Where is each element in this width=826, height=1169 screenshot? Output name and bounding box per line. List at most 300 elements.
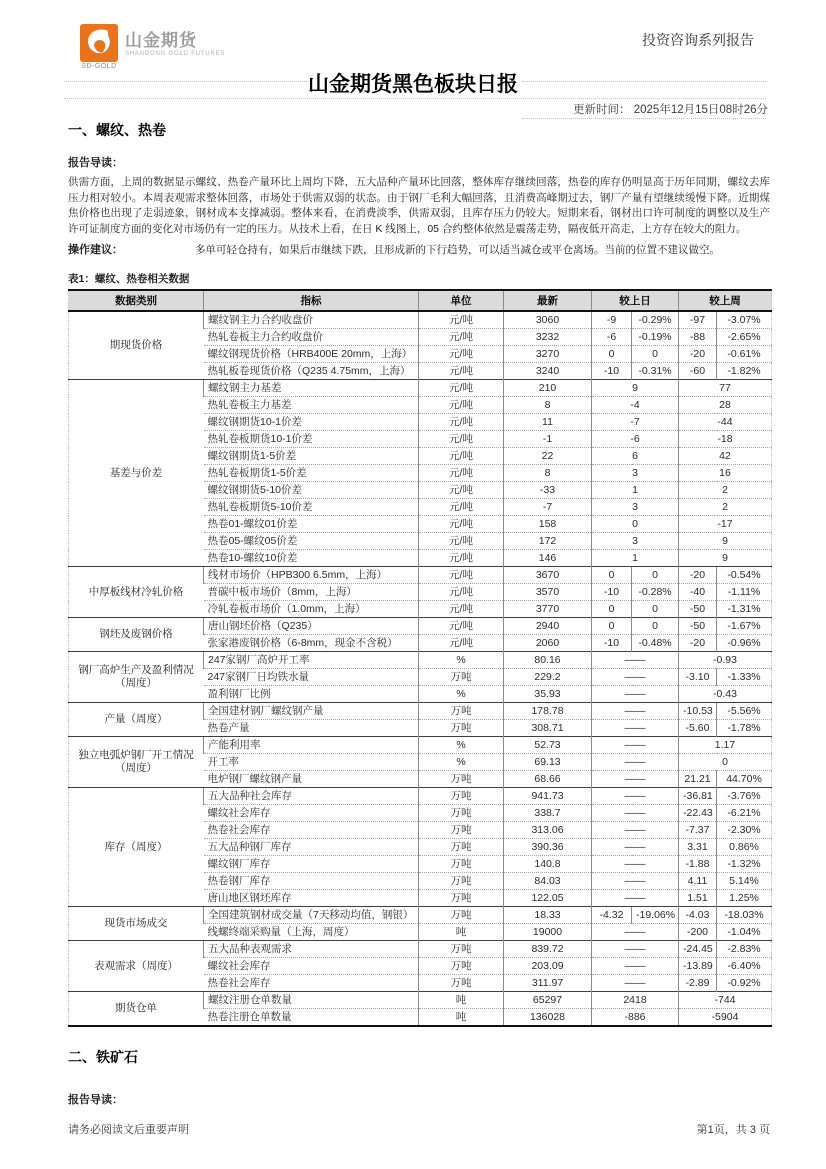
week-change-percent: -6.21% bbox=[717, 805, 772, 822]
latest-value-cell: 65297 bbox=[504, 992, 592, 1009]
week-change-value: -17 bbox=[679, 516, 772, 533]
indicator-cell: 247家钢厂日均铁水量 bbox=[204, 669, 419, 686]
indicator-cell: 螺纹注册仓单数量 bbox=[204, 992, 419, 1009]
unit-cell: 元/吨 bbox=[419, 448, 504, 465]
week-change-value: -22.43 bbox=[679, 805, 717, 822]
latest-value-cell: 136028 bbox=[504, 1009, 592, 1027]
week-change-percent: -1.67% bbox=[717, 618, 772, 635]
day-change-value: -6 bbox=[592, 329, 632, 346]
latest-value-cell: 313.06 bbox=[504, 822, 592, 839]
day-change-na: —— bbox=[592, 720, 679, 737]
col-header-latest: 最新 bbox=[504, 290, 592, 311]
latest-value-cell: 839.72 bbox=[504, 941, 592, 958]
table-row bbox=[69, 703, 772, 720]
indicator-cell: 247家钢厂高炉开工率 bbox=[204, 652, 419, 669]
category-cell: 表观需求（周度） bbox=[69, 941, 204, 992]
day-change-value: -10 bbox=[592, 363, 632, 380]
week-change-value: -40 bbox=[679, 584, 717, 601]
indicator-cell: 热轧卷板主力合约收盘价 bbox=[204, 329, 419, 346]
section-heading-iron-ore: 二、铁矿石 bbox=[68, 1049, 138, 1066]
col-header-day-change: 较上日 bbox=[592, 290, 679, 311]
unit-cell: % bbox=[419, 686, 504, 703]
week-change-value: -5904 bbox=[679, 1009, 772, 1027]
day-change-value: 1 bbox=[592, 550, 679, 567]
week-change-percent: -0.61% bbox=[717, 346, 772, 363]
col-header-unit: 单位 bbox=[419, 290, 504, 311]
latest-value-cell: 3232 bbox=[504, 329, 592, 346]
week-change-value: 1.51 bbox=[679, 890, 717, 907]
col-header-category: 数据类别 bbox=[69, 290, 204, 311]
revision-dotted-line bbox=[64, 98, 766, 99]
day-change-value: 3 bbox=[592, 499, 679, 516]
latest-value-cell: 2940 bbox=[504, 618, 592, 635]
week-change-value: -44 bbox=[679, 414, 772, 431]
table-caption: 表1：螺纹、热卷相关数据 bbox=[68, 273, 190, 286]
week-change-value: -24.45 bbox=[679, 941, 717, 958]
day-change-na: —— bbox=[592, 958, 679, 975]
unit-cell: 元/吨 bbox=[419, 584, 504, 601]
category-cell: 钢厂高炉生产及盈利情况（周度） bbox=[69, 652, 204, 703]
day-change-na: —— bbox=[592, 839, 679, 856]
indicator-cell: 螺纹社会库存 bbox=[204, 958, 419, 975]
day-change-value: -6 bbox=[592, 431, 679, 448]
unit-cell: 万吨 bbox=[419, 907, 504, 924]
latest-value-cell: 3570 bbox=[504, 584, 592, 601]
day-change-na: —— bbox=[592, 703, 679, 720]
week-change-percent: -1.11% bbox=[717, 584, 772, 601]
day-change-percent: 0 bbox=[632, 618, 679, 635]
unit-cell: 万吨 bbox=[419, 788, 504, 805]
unit-cell: 万吨 bbox=[419, 873, 504, 890]
unit-cell: 元/吨 bbox=[419, 533, 504, 550]
logo-company-name-en: SHANDONG GOLD FUTURES bbox=[125, 51, 226, 57]
unit-cell: % bbox=[419, 754, 504, 771]
latest-value-cell: -1 bbox=[504, 431, 592, 448]
week-change-value: -50 bbox=[679, 601, 717, 618]
week-change-value: 42 bbox=[679, 448, 772, 465]
indicator-cell: 线螺终端采购量（上海，周度） bbox=[204, 924, 419, 941]
latest-value-cell: 140.8 bbox=[504, 856, 592, 873]
latest-value-cell: 172 bbox=[504, 533, 592, 550]
day-change-na: —— bbox=[592, 669, 679, 686]
latest-value-cell: 22 bbox=[504, 448, 592, 465]
week-change-value: -0.43 bbox=[679, 686, 772, 703]
latest-value-cell: 69.13 bbox=[504, 754, 592, 771]
latest-value-cell: 146 bbox=[504, 550, 592, 567]
latest-value-cell: 19000 bbox=[504, 924, 592, 941]
week-change-percent: 44.70% bbox=[717, 771, 772, 788]
unit-cell: 元/吨 bbox=[419, 499, 504, 516]
day-change-value: -4.32 bbox=[592, 907, 632, 924]
week-change-value: -20 bbox=[679, 346, 717, 363]
unit-cell: 元/吨 bbox=[419, 380, 504, 397]
footer-disclaimer: 请务必阅读文后重要声明 bbox=[68, 1124, 189, 1136]
week-change-percent: -3.07% bbox=[717, 311, 772, 329]
logo-company-name: 山金期货 bbox=[125, 31, 197, 50]
indicator-cell: 热轧板卷现货价格（Q235 4.75mm，上海） bbox=[204, 363, 419, 380]
indicator-cell: 螺纹钢期货10-1价差 bbox=[204, 414, 419, 431]
unit-cell: 元/吨 bbox=[419, 482, 504, 499]
latest-value-cell: 311.97 bbox=[504, 975, 592, 992]
guide-text: 供需方面，上周的数据显示螺纹、热卷产量环比上周均下降，五大品种产量环比回落，整体库存继续回落，热卷的库存仍明显高于历年同期，螺纹去库压力相对较小。本周表观需求整体回落，市场处于供需双弱的状态。由于钢厂毛利大幅回落，且消费高峰期过去，钢厂产量有望继续缓慢下降。近期煤焦价格也出现了走弱迹象，钢材成本支撑减弱。整体来看，在消费淡季，供需双弱，且库存压力仍较大。短期来看，钢材出口许可制度的调整以及生产许可证制度方面的变化对市场仍有一定的压力。从技术上看，在日 K 线图上，05 合约整体依然是震荡走势，隔夜低开高走，上方存在较大的阻力。 bbox=[68, 176, 770, 235]
page-number: 第1页，共 3 页 bbox=[696, 1124, 770, 1136]
week-change-percent: -1.33% bbox=[717, 669, 772, 686]
week-change-value: -13.89 bbox=[679, 958, 717, 975]
day-change-value: -10 bbox=[592, 635, 632, 652]
week-change-percent: -2.30% bbox=[717, 822, 772, 839]
logo-badge: SD-GOLD bbox=[81, 63, 117, 70]
advice-text: 多单可轻仓持有，如果后市继续下跌，且形成新的下行趋势，可以适当减仓或平仓离场。当前的位置不建议做空。 bbox=[195, 244, 720, 257]
brand-logo bbox=[80, 24, 225, 70]
week-change-value: -3.10 bbox=[679, 669, 717, 686]
rebar-hrc-data-table bbox=[68, 289, 772, 1027]
day-change-na: —— bbox=[592, 856, 679, 873]
latest-value-cell: 3060 bbox=[504, 311, 592, 329]
day-change-value: 6 bbox=[592, 448, 679, 465]
unit-cell: 元/吨 bbox=[419, 414, 504, 431]
indicator-cell: 唐山地区钢坯库存 bbox=[204, 890, 419, 907]
week-change-percent: -1.82% bbox=[717, 363, 772, 380]
category-cell: 基差与价差 bbox=[69, 380, 204, 567]
update-time-value: 2025年12月15日08时26分 bbox=[633, 104, 768, 116]
latest-value-cell: 3240 bbox=[504, 363, 592, 380]
category-cell: 钢坯及废钢价格 bbox=[69, 618, 204, 652]
day-change-percent: -19.06% bbox=[632, 907, 679, 924]
latest-value-cell: 8 bbox=[504, 397, 592, 414]
col-header-week-change: 较上周 bbox=[679, 290, 772, 311]
day-change-percent: 0 bbox=[632, 601, 679, 618]
indicator-cell: 螺纹钢现货价格（HRB400E 20mm，上海） bbox=[204, 346, 419, 363]
week-change-percent: 0.86% bbox=[717, 839, 772, 856]
indicator-cell: 热卷01-螺纹01价差 bbox=[204, 516, 419, 533]
indicator-cell: 产能利用率 bbox=[204, 737, 419, 754]
day-change-value: -886 bbox=[592, 1009, 679, 1027]
logo-text bbox=[125, 24, 225, 57]
day-change-value: 2418 bbox=[592, 992, 679, 1009]
indicator-cell: 热卷产量 bbox=[204, 720, 419, 737]
week-change-percent: -1.31% bbox=[717, 601, 772, 618]
day-change-value: 9 bbox=[592, 380, 679, 397]
latest-value-cell: 122.05 bbox=[504, 890, 592, 907]
unit-cell: 万吨 bbox=[419, 839, 504, 856]
day-change-na: —— bbox=[592, 652, 679, 669]
indicator-cell: 五大品种社会库存 bbox=[204, 788, 419, 805]
week-change-percent: -5.56% bbox=[717, 703, 772, 720]
unit-cell: 元/吨 bbox=[419, 346, 504, 363]
week-change-percent: 5.14% bbox=[717, 873, 772, 890]
unit-cell: 万吨 bbox=[419, 890, 504, 907]
unit-cell: 元/吨 bbox=[419, 516, 504, 533]
week-change-percent: -0.92% bbox=[717, 975, 772, 992]
week-change-value: -1.88 bbox=[679, 856, 717, 873]
week-change-value: -60 bbox=[679, 363, 717, 380]
week-change-value: 1.17 bbox=[679, 737, 772, 754]
day-change-na: —— bbox=[592, 788, 679, 805]
indicator-cell: 唐山钢坯价格（Q235） bbox=[204, 618, 419, 635]
week-change-value: -200 bbox=[679, 924, 717, 941]
day-change-value: -10 bbox=[592, 584, 632, 601]
table-row bbox=[69, 567, 772, 584]
unit-cell: 元/吨 bbox=[419, 397, 504, 414]
week-change-value: 9 bbox=[679, 550, 772, 567]
latest-value-cell: 338.7 bbox=[504, 805, 592, 822]
latest-value-cell: 178.78 bbox=[504, 703, 592, 720]
day-change-na: —— bbox=[592, 873, 679, 890]
table-row bbox=[69, 618, 772, 635]
week-change-percent: -0.54% bbox=[717, 567, 772, 584]
latest-value-cell: 3270 bbox=[504, 346, 592, 363]
indicator-cell: 热轧卷板期货1-5价差 bbox=[204, 465, 419, 482]
day-change-na: —— bbox=[592, 771, 679, 788]
unit-cell: 元/吨 bbox=[419, 635, 504, 652]
page-title: 山金期货黑色板块日报 bbox=[308, 73, 518, 96]
report-content bbox=[68, 120, 770, 1112]
indicator-cell: 电炉钢厂螺纹钢产量 bbox=[204, 771, 419, 788]
day-change-value: 3 bbox=[592, 465, 679, 482]
table-row bbox=[69, 992, 772, 1009]
indicator-cell: 热卷钢厂库存 bbox=[204, 873, 419, 890]
category-cell: 库存（周度） bbox=[69, 788, 204, 907]
week-change-value: -18 bbox=[679, 431, 772, 448]
week-change-value: -744 bbox=[679, 992, 772, 1009]
day-change-value: 0 bbox=[592, 346, 632, 363]
week-change-percent: -18.03% bbox=[717, 907, 772, 924]
day-change-na: —— bbox=[592, 805, 679, 822]
week-change-value: -10.53 bbox=[679, 703, 717, 720]
day-change-value: -4 bbox=[592, 397, 679, 414]
indicator-cell: 热轧卷板期货5-10价差 bbox=[204, 499, 419, 516]
unit-cell: 万吨 bbox=[419, 975, 504, 992]
week-change-percent: 1.25% bbox=[717, 890, 772, 907]
latest-value-cell: 68.66 bbox=[504, 771, 592, 788]
unit-cell: 元/吨 bbox=[419, 329, 504, 346]
day-change-na: —— bbox=[592, 924, 679, 941]
logo-mark bbox=[80, 24, 118, 70]
unit-cell: 元/吨 bbox=[419, 550, 504, 567]
guide-label: 报告导读： bbox=[68, 157, 123, 169]
day-change-percent: -0.31% bbox=[632, 363, 679, 380]
category-cell: 期现货价格 bbox=[69, 311, 204, 380]
week-change-value: 3.31 bbox=[679, 839, 717, 856]
update-time-label: 更新时间： bbox=[573, 104, 631, 116]
unit-cell: 元/吨 bbox=[419, 567, 504, 584]
week-change-value: 2 bbox=[679, 499, 772, 516]
indicator-cell: 螺纹钢厂库存 bbox=[204, 856, 419, 873]
advice-label: 操作建议： bbox=[68, 244, 123, 257]
week-change-value: 16 bbox=[679, 465, 772, 482]
latest-value-cell: 18.33 bbox=[504, 907, 592, 924]
week-change-value: 4.11 bbox=[679, 873, 717, 890]
category-cell: 期货仓单 bbox=[69, 992, 204, 1027]
unit-cell: % bbox=[419, 737, 504, 754]
day-change-value: -9 bbox=[592, 311, 632, 329]
latest-value-cell: 210 bbox=[504, 380, 592, 397]
unit-cell: 元/吨 bbox=[419, 601, 504, 618]
day-change-na: —— bbox=[592, 686, 679, 703]
latest-value-cell: 390.36 bbox=[504, 839, 592, 856]
day-change-na: —— bbox=[592, 754, 679, 771]
week-change-value: -20 bbox=[679, 635, 717, 652]
latest-value-cell: 203.09 bbox=[504, 958, 592, 975]
category-cell: 中厚板线材冷轧价格 bbox=[69, 567, 204, 618]
week-change-percent: -1.32% bbox=[717, 856, 772, 873]
week-change-value: 2 bbox=[679, 482, 772, 499]
day-change-percent: -0.19% bbox=[632, 329, 679, 346]
week-change-value: -50 bbox=[679, 618, 717, 635]
week-change-value: 9 bbox=[679, 533, 772, 550]
day-change-na: —— bbox=[592, 890, 679, 907]
indicator-cell: 螺纹钢主力合约收盘价 bbox=[204, 311, 419, 329]
week-change-percent: -0.96% bbox=[717, 635, 772, 652]
unit-cell: 万吨 bbox=[419, 669, 504, 686]
week-change-value: 21.21 bbox=[679, 771, 717, 788]
table-row bbox=[69, 788, 772, 805]
week-change-percent: -2.65% bbox=[717, 329, 772, 346]
unit-cell: 万吨 bbox=[419, 771, 504, 788]
category-cell: 现货市场成交 bbox=[69, 907, 204, 941]
indicator-cell: 热轧卷板期货10-1价差 bbox=[204, 431, 419, 448]
indicator-cell: 螺纹钢期货1-5价差 bbox=[204, 448, 419, 465]
week-change-percent: -2.83% bbox=[717, 941, 772, 958]
unit-cell: 万吨 bbox=[419, 856, 504, 873]
week-change-value: -88 bbox=[679, 329, 717, 346]
indicator-cell: 热卷注册仓单数量 bbox=[204, 1009, 419, 1027]
latest-value-cell: 80.16 bbox=[504, 652, 592, 669]
latest-value-cell: 3770 bbox=[504, 601, 592, 618]
table-row bbox=[69, 737, 772, 754]
unit-cell: 元/吨 bbox=[419, 618, 504, 635]
latest-value-cell: 84.03 bbox=[504, 873, 592, 890]
week-change-value: -36.81 bbox=[679, 788, 717, 805]
table-row bbox=[69, 652, 772, 669]
unit-cell: 万吨 bbox=[419, 941, 504, 958]
latest-value-cell: 2060 bbox=[504, 635, 592, 652]
indicator-cell: 螺纹钢主力基差 bbox=[204, 380, 419, 397]
day-change-percent: -0.48% bbox=[632, 635, 679, 652]
indicator-cell: 盈利钢厂比例 bbox=[204, 686, 419, 703]
unit-cell: 万吨 bbox=[419, 958, 504, 975]
week-change-value: -4.03 bbox=[679, 907, 717, 924]
unit-cell: 元/吨 bbox=[419, 311, 504, 329]
latest-value-cell: 941.73 bbox=[504, 788, 592, 805]
indicator-cell: 螺纹钢期货5-10价差 bbox=[204, 482, 419, 499]
unit-cell: 吨 bbox=[419, 992, 504, 1009]
unit-cell: 吨 bbox=[419, 924, 504, 941]
advice-line bbox=[68, 243, 770, 258]
day-change-percent: 0 bbox=[632, 567, 679, 584]
day-change-na: —— bbox=[592, 941, 679, 958]
unit-cell: 万吨 bbox=[419, 822, 504, 839]
week-change-value: -7.37 bbox=[679, 822, 717, 839]
unit-cell: 元/吨 bbox=[419, 465, 504, 482]
table-row bbox=[69, 311, 772, 329]
latest-value-cell: -7 bbox=[504, 499, 592, 516]
latest-value-cell: 8 bbox=[504, 465, 592, 482]
category-cell: 产量（周度） bbox=[69, 703, 204, 737]
indicator-cell: 普碳中板市场价（8mm，上海） bbox=[204, 584, 419, 601]
guide-label-iron-ore: 报告导读： bbox=[68, 1094, 123, 1107]
indicator-cell: 热卷社会库存 bbox=[204, 822, 419, 839]
unit-cell: 万吨 bbox=[419, 703, 504, 720]
day-change-percent: -0.28% bbox=[632, 584, 679, 601]
unit-cell: 元/吨 bbox=[419, 431, 504, 448]
unit-cell: % bbox=[419, 652, 504, 669]
table-body bbox=[69, 311, 772, 1026]
latest-value-cell: 3670 bbox=[504, 567, 592, 584]
table-row bbox=[69, 380, 772, 397]
day-change-percent: 0 bbox=[632, 346, 679, 363]
latest-value-cell: 308.71 bbox=[504, 720, 592, 737]
indicator-cell: 热轧卷板主力基差 bbox=[204, 397, 419, 414]
latest-value-cell: 158 bbox=[504, 516, 592, 533]
week-change-value: -0.93 bbox=[679, 652, 772, 669]
week-change-percent: -6.40% bbox=[717, 958, 772, 975]
unit-cell: 万吨 bbox=[419, 720, 504, 737]
week-change-value: -20 bbox=[679, 567, 717, 584]
latest-value-cell: 11 bbox=[504, 414, 592, 431]
table-row bbox=[69, 941, 772, 958]
day-change-na: —— bbox=[592, 975, 679, 992]
latest-value-cell: -33 bbox=[504, 482, 592, 499]
indicator-cell: 全国建筑钢材成交量（7天移动均值，钢银） bbox=[204, 907, 419, 924]
indicator-cell: 五大品种表观需求 bbox=[204, 941, 419, 958]
week-change-percent: -1.78% bbox=[717, 720, 772, 737]
day-change-value: 0 bbox=[592, 516, 679, 533]
week-change-value: -2.89 bbox=[679, 975, 717, 992]
day-change-na: —— bbox=[592, 737, 679, 754]
revision-dotted-line bbox=[522, 118, 766, 119]
day-change-na: —— bbox=[592, 822, 679, 839]
day-change-value: 0 bbox=[592, 601, 632, 618]
unit-cell: 元/吨 bbox=[419, 363, 504, 380]
indicator-cell: 热卷社会库存 bbox=[204, 975, 419, 992]
table-header-row bbox=[69, 290, 772, 311]
update-time bbox=[573, 101, 768, 117]
section-heading-rebar-hrc: 一、螺纹、热卷 bbox=[68, 122, 166, 138]
latest-value-cell: 35.93 bbox=[504, 686, 592, 703]
week-change-percent: -1.04% bbox=[717, 924, 772, 941]
indicator-cell: 线材市场价（HPB300 6.5mm，上海） bbox=[204, 567, 419, 584]
day-change-percent: -0.29% bbox=[632, 311, 679, 329]
day-change-value: 0 bbox=[592, 567, 632, 584]
category-cell: 独立电弧炉钢厂开工情况（周度） bbox=[69, 737, 204, 788]
indicator-cell: 张家港废钢价格（6-8mm，现金不含税） bbox=[204, 635, 419, 652]
report-series-label: 投资咨询系列报告 bbox=[642, 32, 754, 48]
week-change-value: -97 bbox=[679, 311, 717, 329]
indicator-cell: 五大品种钢厂库存 bbox=[204, 839, 419, 856]
table-row bbox=[69, 907, 772, 924]
indicator-cell: 热卷10-螺纹10价差 bbox=[204, 550, 419, 567]
indicator-cell: 螺纹社会库存 bbox=[204, 805, 419, 822]
day-change-value: 3 bbox=[592, 533, 679, 550]
week-change-percent: -3.76% bbox=[717, 788, 772, 805]
col-header-indicator: 指标 bbox=[204, 290, 419, 311]
latest-value-cell: 52.73 bbox=[504, 737, 592, 754]
indicator-cell: 冷轧卷板市场价（1.0mm，上海） bbox=[204, 601, 419, 618]
indicator-cell: 全国建材钢厂螺纹钢产量 bbox=[204, 703, 419, 720]
page-footer bbox=[68, 1121, 770, 1137]
day-change-value: 1 bbox=[592, 482, 679, 499]
indicator-cell: 开工率 bbox=[204, 754, 419, 771]
week-change-value: 77 bbox=[679, 380, 772, 397]
day-change-value: -7 bbox=[592, 414, 679, 431]
sd-gold-swirl-icon bbox=[80, 24, 118, 62]
indicator-cell: 热卷05-螺纹05价差 bbox=[204, 533, 419, 550]
week-change-value: 0 bbox=[679, 754, 772, 771]
unit-cell: 吨 bbox=[419, 1009, 504, 1027]
latest-value-cell: 229.2 bbox=[504, 669, 592, 686]
week-change-value: 28 bbox=[679, 397, 772, 414]
